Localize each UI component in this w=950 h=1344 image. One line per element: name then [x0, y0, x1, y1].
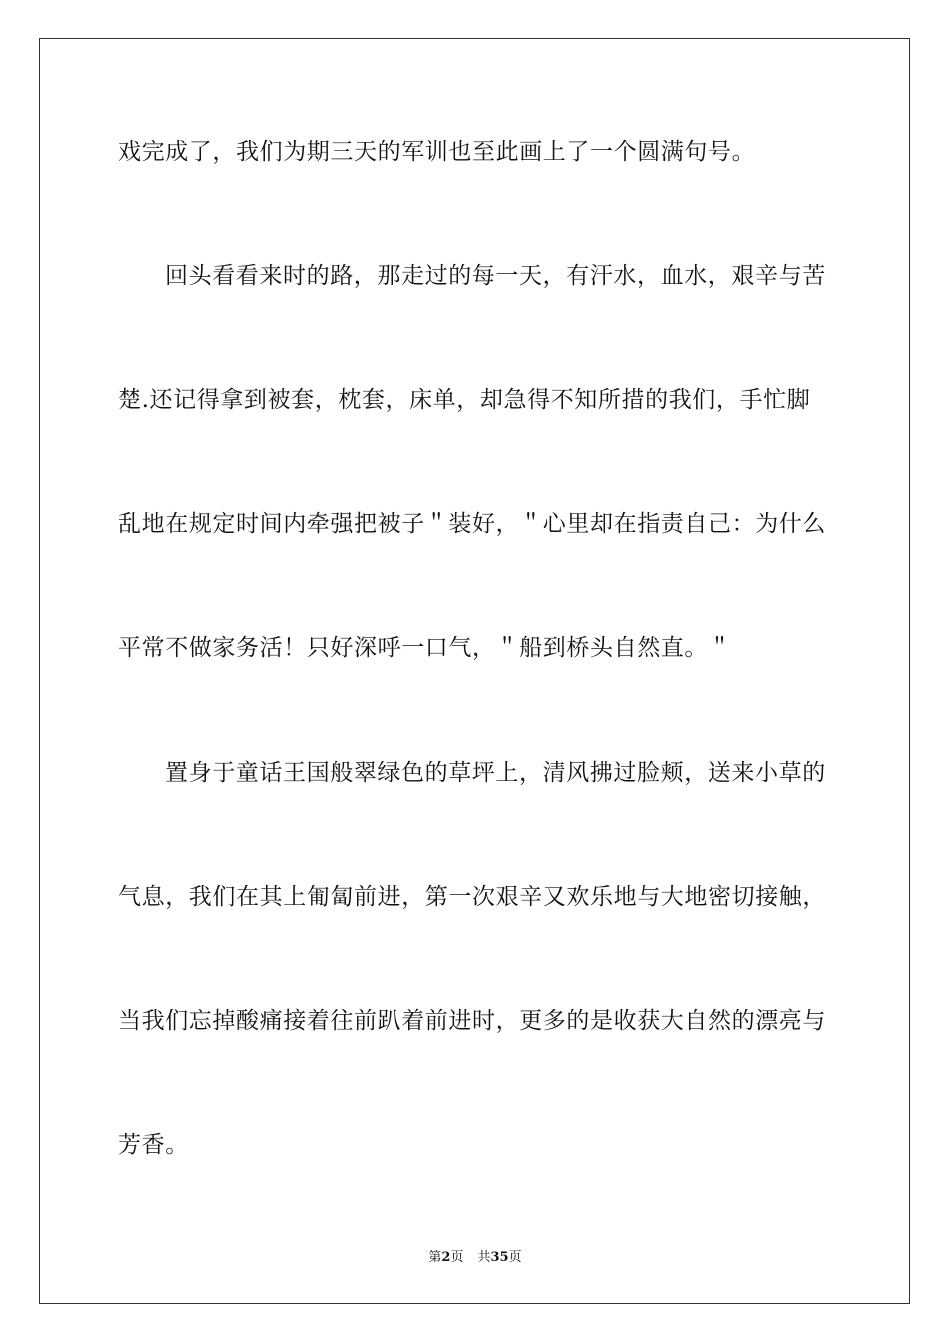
page-footer	[0, 1249, 950, 1267]
footer-page-prefix: 第	[428, 1250, 442, 1265]
text-line-3: 楚.还记得拿到被套，枕套，床单，却急得不知所措的我们，手忙脚	[118, 387, 811, 413]
footer-total-suffix: 页	[508, 1250, 522, 1265]
text-line-9: 芳香。	[118, 1132, 189, 1158]
text-line-5: 平常不做家务活！只好深呼一口气，＂船到桥头自然直。＂	[118, 635, 732, 661]
footer-total-prefix: 共	[477, 1250, 491, 1265]
footer-page-number: 2	[441, 1250, 451, 1265]
text-line-6: 置身于童话王国般翠绿色的草坪上，清风拂过脸颊，送来小草的	[165, 760, 826, 786]
text-line-4: 乱地在规定时间内牵强把被子＂装好，＂心里却在指责自己：为什么	[118, 511, 826, 537]
footer-total-pages: 35	[490, 1250, 509, 1265]
text-line-2: 回头看看来时的路，那走过的每一天，有汗水，血水，艰辛与苦	[165, 263, 826, 289]
text-line-8: 当我们忘掉酸痛接着往前趴着前进时，更多的是收获大自然的漂亮与	[118, 1008, 826, 1034]
footer-page-suffix: 页	[450, 1250, 464, 1265]
text-line-1: 戏完成了，我们为期三天的军训也至此画上了一个圆满句号。	[118, 139, 756, 165]
page-border	[39, 38, 910, 1304]
text-line-7: 气息，我们在其上匍匐前进，第一次艰辛又欢乐地与大地密切接触，	[118, 884, 826, 910]
